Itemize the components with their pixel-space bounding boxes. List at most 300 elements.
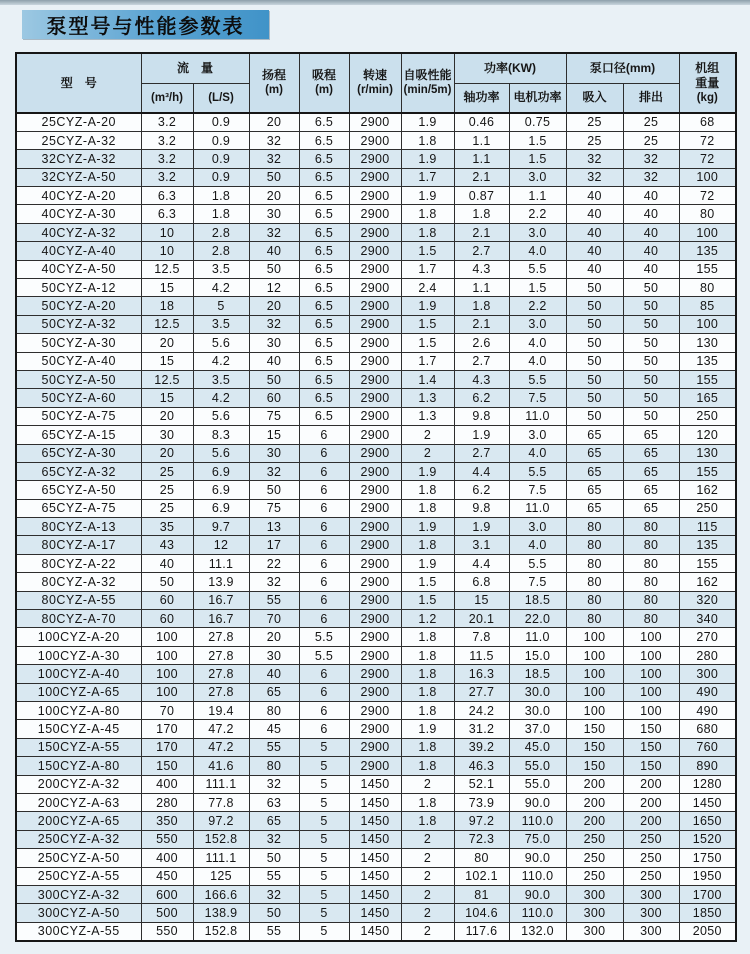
cell-speed: 2900 [349, 683, 401, 701]
cell-suction: 5 [299, 885, 349, 903]
cell-model: 200CYZ-A-32 [16, 775, 141, 793]
col-header-motor-power: 电机功率 [509, 83, 566, 113]
cell-bore-in: 80 [566, 591, 623, 609]
cell-flow-m3h: 350 [141, 812, 193, 830]
cell-self-priming: 1.9 [401, 150, 454, 168]
cell-weight: 300 [679, 665, 736, 683]
cell-speed: 2900 [349, 150, 401, 168]
cell-flow-ls: 0.9 [193, 131, 249, 149]
table-row [16, 849, 736, 867]
cell-bore-out: 300 [623, 922, 679, 940]
cell-self-priming: 2 [401, 444, 454, 462]
cell-model: 50CYZ-A-20 [16, 297, 141, 315]
cell-head: 32 [249, 775, 299, 793]
cell-speed: 1450 [349, 830, 401, 848]
cell-bore-out: 100 [623, 628, 679, 646]
cell-self-priming: 1.3 [401, 407, 454, 425]
cell-flow-m3h: 10 [141, 242, 193, 260]
cell-speed: 2900 [349, 518, 401, 536]
cell-motor-power: 90.0 [509, 885, 566, 903]
cell-motor-power: 132.0 [509, 922, 566, 940]
cell-bore-in: 150 [566, 720, 623, 738]
cell-model: 50CYZ-A-40 [16, 352, 141, 370]
cell-bore-out: 50 [623, 352, 679, 370]
cell-flow-ls: 41.6 [193, 757, 249, 775]
table-row [16, 646, 736, 664]
cell-speed: 1450 [349, 922, 401, 940]
cell-motor-power: 7.5 [509, 573, 566, 591]
cell-head: 40 [249, 352, 299, 370]
cell-model: 40CYZ-A-40 [16, 242, 141, 260]
cell-bore-in: 40 [566, 187, 623, 205]
cell-suction: 6 [299, 481, 349, 499]
table-row [16, 187, 736, 205]
cell-speed: 2900 [349, 279, 401, 297]
table-row [16, 812, 736, 830]
cell-suction: 6.5 [299, 131, 349, 149]
cell-bore-out: 150 [623, 720, 679, 738]
cell-flow-m3h: 280 [141, 793, 193, 811]
cell-head: 55 [249, 738, 299, 756]
cell-self-priming: 1.8 [401, 812, 454, 830]
cell-speed: 2900 [349, 389, 401, 407]
cell-bore-in: 65 [566, 444, 623, 462]
cell-suction: 5 [299, 867, 349, 885]
cell-model: 80CYZ-A-55 [16, 591, 141, 609]
table-row [16, 554, 736, 572]
cell-suction: 6.5 [299, 389, 349, 407]
cell-bore-in: 100 [566, 646, 623, 664]
cell-suction: 6.5 [299, 352, 349, 370]
cell-motor-power: 90.0 [509, 793, 566, 811]
cell-model: 250CYZ-A-50 [16, 849, 141, 867]
cell-bore-in: 250 [566, 849, 623, 867]
cell-bore-out: 25 [623, 131, 679, 149]
col-header-head-unit: (m) [265, 84, 283, 97]
cell-weight: 80 [679, 279, 736, 297]
cell-weight: 680 [679, 720, 736, 738]
cell-head: 20 [249, 297, 299, 315]
cell-bore-in: 100 [566, 665, 623, 683]
cell-speed: 2900 [349, 187, 401, 205]
cell-flow-m3h: 600 [141, 885, 193, 903]
cell-model: 65CYZ-A-30 [16, 444, 141, 462]
cell-bore-out: 80 [623, 610, 679, 628]
cell-model: 150CYZ-A-55 [16, 738, 141, 756]
cell-shaft-power: 9.8 [454, 407, 509, 425]
cell-bore-in: 50 [566, 334, 623, 352]
cell-shaft-power: 39.2 [454, 738, 509, 756]
cell-speed: 2900 [349, 738, 401, 756]
cell-flow-m3h: 25 [141, 499, 193, 517]
cell-bore-out: 100 [623, 646, 679, 664]
cell-bore-in: 50 [566, 407, 623, 425]
page-title-bar [22, 10, 269, 39]
cell-weight: 135 [679, 536, 736, 554]
cell-self-priming: 1.5 [401, 573, 454, 591]
cell-suction: 6 [299, 426, 349, 444]
cell-suction: 5 [299, 812, 349, 830]
table-row [16, 150, 736, 168]
cell-suction: 6.5 [299, 168, 349, 186]
table-row [16, 885, 736, 903]
cell-speed: 2900 [349, 481, 401, 499]
cell-flow-ls: 1.8 [193, 187, 249, 205]
cell-flow-m3h: 12.5 [141, 315, 193, 333]
table-row [16, 426, 736, 444]
cell-bore-in: 150 [566, 757, 623, 775]
table-row [16, 738, 736, 756]
cell-flow-m3h: 3.2 [141, 113, 193, 131]
cell-speed: 2900 [349, 444, 401, 462]
cell-model: 50CYZ-A-30 [16, 334, 141, 352]
cell-head: 55 [249, 867, 299, 885]
cell-head: 70 [249, 610, 299, 628]
table-row [16, 757, 736, 775]
cell-weight: 162 [679, 481, 736, 499]
cell-suction: 5.5 [299, 628, 349, 646]
cell-speed: 2900 [349, 223, 401, 241]
cell-flow-m3h: 43 [141, 536, 193, 554]
cell-bore-out: 65 [623, 462, 679, 480]
cell-flow-m3h: 170 [141, 738, 193, 756]
cell-head: 12 [249, 279, 299, 297]
cell-speed: 2900 [349, 573, 401, 591]
cell-self-priming: 2 [401, 775, 454, 793]
cell-bore-in: 50 [566, 315, 623, 333]
col-header-bore-group: 泵口径(mm) [566, 53, 679, 83]
cell-motor-power: 2.2 [509, 297, 566, 315]
cell-flow-ls: 6.9 [193, 499, 249, 517]
cell-flow-m3h: 6.3 [141, 187, 193, 205]
cell-model: 250CYZ-A-32 [16, 830, 141, 848]
cell-flow-m3h: 100 [141, 646, 193, 664]
cell-self-priming: 1.2 [401, 610, 454, 628]
cell-flow-m3h: 60 [141, 591, 193, 609]
col-header-bore-in: 吸入 [566, 83, 623, 113]
cell-flow-m3h: 18 [141, 297, 193, 315]
cell-model: 40CYZ-A-32 [16, 223, 141, 241]
table-row [16, 223, 736, 241]
cell-self-priming: 1.9 [401, 720, 454, 738]
cell-speed: 1450 [349, 885, 401, 903]
cell-bore-in: 100 [566, 702, 623, 720]
cell-bore-in: 100 [566, 683, 623, 701]
cell-motor-power: 1.1 [509, 187, 566, 205]
cell-speed: 2900 [349, 205, 401, 223]
cell-bore-in: 25 [566, 131, 623, 149]
cell-bore-in: 80 [566, 518, 623, 536]
cell-motor-power: 18.5 [509, 665, 566, 683]
cell-suction: 5 [299, 793, 349, 811]
cell-suction: 5 [299, 830, 349, 848]
cell-suction: 6 [299, 462, 349, 480]
cell-shaft-power: 2.7 [454, 242, 509, 260]
cell-bore-out: 40 [623, 242, 679, 260]
cell-speed: 2900 [349, 260, 401, 278]
cell-self-priming: 1.9 [401, 462, 454, 480]
cell-bore-out: 250 [623, 830, 679, 848]
cell-bore-out: 80 [623, 554, 679, 572]
cell-head: 40 [249, 665, 299, 683]
cell-speed: 1450 [349, 867, 401, 885]
cell-head: 60 [249, 389, 299, 407]
cell-model: 200CYZ-A-65 [16, 812, 141, 830]
cell-flow-ls: 27.8 [193, 646, 249, 664]
cell-suction: 5 [299, 922, 349, 940]
cell-flow-ls: 152.8 [193, 922, 249, 940]
cell-bore-in: 50 [566, 389, 623, 407]
cell-speed: 2900 [349, 370, 401, 388]
cell-weight: 250 [679, 407, 736, 425]
cell-model: 65CYZ-A-50 [16, 481, 141, 499]
col-header-self-priming [401, 53, 454, 113]
col-header-self-priming-unit: (min/5m) [403, 84, 452, 97]
cell-motor-power: 7.5 [509, 481, 566, 499]
cell-flow-m3h: 400 [141, 849, 193, 867]
cell-model: 80CYZ-A-70 [16, 610, 141, 628]
cell-shaft-power: 2.7 [454, 352, 509, 370]
cell-bore-out: 50 [623, 297, 679, 315]
cell-bore-out: 65 [623, 481, 679, 499]
table-row [16, 904, 736, 922]
cell-head: 50 [249, 849, 299, 867]
cell-suction: 6 [299, 536, 349, 554]
cell-flow-m3h: 70 [141, 702, 193, 720]
cell-speed: 2900 [349, 720, 401, 738]
cell-model: 25CYZ-A-20 [16, 113, 141, 131]
cell-weight: 72 [679, 131, 736, 149]
cell-model: 100CYZ-A-65 [16, 683, 141, 701]
cell-bore-out: 25 [623, 113, 679, 131]
cell-weight: 2050 [679, 922, 736, 940]
cell-weight: 135 [679, 352, 736, 370]
cell-suction: 6 [299, 610, 349, 628]
cell-head: 15 [249, 426, 299, 444]
cell-model: 40CYZ-A-30 [16, 205, 141, 223]
cell-flow-ls: 4.2 [193, 352, 249, 370]
cell-bore-in: 200 [566, 775, 623, 793]
cell-flow-m3h: 100 [141, 665, 193, 683]
cell-speed: 2900 [349, 334, 401, 352]
cell-bore-out: 40 [623, 223, 679, 241]
cell-suction: 6.5 [299, 205, 349, 223]
cell-flow-m3h: 20 [141, 407, 193, 425]
cell-weight: 1750 [679, 849, 736, 867]
cell-motor-power: 75.0 [509, 830, 566, 848]
cell-self-priming: 1.5 [401, 315, 454, 333]
cell-model: 65CYZ-A-32 [16, 462, 141, 480]
cell-shaft-power: 1.8 [454, 297, 509, 315]
cell-flow-ls: 5.6 [193, 407, 249, 425]
cell-model: 80CYZ-A-17 [16, 536, 141, 554]
cell-self-priming: 2.4 [401, 279, 454, 297]
cell-bore-in: 50 [566, 297, 623, 315]
cell-head: 32 [249, 830, 299, 848]
cell-shaft-power: 1.8 [454, 205, 509, 223]
col-header-suction-label: 吸程 [312, 68, 337, 83]
cell-flow-m3h: 170 [141, 720, 193, 738]
table-row [16, 793, 736, 811]
cell-flow-ls: 6.9 [193, 481, 249, 499]
cell-flow-ls: 4.2 [193, 279, 249, 297]
cell-shaft-power: 52.1 [454, 775, 509, 793]
cell-bore-in: 40 [566, 242, 623, 260]
cell-flow-ls: 111.1 [193, 775, 249, 793]
cell-self-priming: 1.3 [401, 389, 454, 407]
cell-weight: 68 [679, 113, 736, 131]
cell-self-priming: 2 [401, 426, 454, 444]
table-row [16, 242, 736, 260]
cell-flow-ls: 3.5 [193, 370, 249, 388]
col-header-flow-m3h: (m³/h) [141, 83, 193, 113]
col-header-flow-group: 流 量 [141, 53, 249, 83]
cell-flow-m3h: 400 [141, 775, 193, 793]
cell-suction: 6.5 [299, 113, 349, 131]
cell-head: 32 [249, 885, 299, 903]
cell-shaft-power: 2.6 [454, 334, 509, 352]
cell-flow-ls: 0.9 [193, 150, 249, 168]
cell-flow-m3h: 550 [141, 922, 193, 940]
col-header-shaft-power: 轴功率 [454, 83, 509, 113]
cell-self-priming: 1.8 [401, 757, 454, 775]
cell-self-priming: 1.5 [401, 334, 454, 352]
cell-bore-out: 50 [623, 370, 679, 388]
cell-speed: 1450 [349, 849, 401, 867]
cell-bore-out: 50 [623, 407, 679, 425]
cell-flow-m3h: 100 [141, 628, 193, 646]
cell-suction: 6 [299, 499, 349, 517]
cell-head: 63 [249, 793, 299, 811]
cell-flow-m3h: 15 [141, 352, 193, 370]
cell-suction: 6.5 [299, 370, 349, 388]
cell-flow-m3h: 100 [141, 683, 193, 701]
cell-flow-m3h: 15 [141, 279, 193, 297]
cell-bore-out: 100 [623, 665, 679, 683]
cell-self-priming: 1.5 [401, 591, 454, 609]
cell-bore-in: 32 [566, 150, 623, 168]
cell-self-priming: 1.8 [401, 223, 454, 241]
cell-shaft-power: 4.4 [454, 554, 509, 572]
table-row [16, 518, 736, 536]
table-row [16, 499, 736, 517]
cell-motor-power: 110.0 [509, 904, 566, 922]
cell-shaft-power: 117.6 [454, 922, 509, 940]
cell-flow-ls: 16.7 [193, 610, 249, 628]
cell-speed: 2900 [349, 610, 401, 628]
cell-self-priming: 2 [401, 867, 454, 885]
cell-weight: 1280 [679, 775, 736, 793]
cell-motor-power: 30.0 [509, 702, 566, 720]
cell-head: 20 [249, 628, 299, 646]
cell-speed: 2900 [349, 462, 401, 480]
cell-shaft-power: 4.3 [454, 260, 509, 278]
cell-motor-power: 37.0 [509, 720, 566, 738]
cell-motor-power: 5.5 [509, 462, 566, 480]
cell-head: 40 [249, 242, 299, 260]
cell-shaft-power: 16.3 [454, 665, 509, 683]
cell-self-priming: 2 [401, 849, 454, 867]
col-header-weight [679, 53, 736, 113]
cell-model: 80CYZ-A-22 [16, 554, 141, 572]
cell-self-priming: 1.8 [401, 793, 454, 811]
cell-bore-out: 65 [623, 426, 679, 444]
cell-bore-in: 300 [566, 904, 623, 922]
table-row [16, 279, 736, 297]
cell-weight: 280 [679, 646, 736, 664]
cell-model: 32CYZ-A-32 [16, 150, 141, 168]
cell-flow-ls: 2.8 [193, 223, 249, 241]
cell-shaft-power: 1.9 [454, 518, 509, 536]
cell-shaft-power: 97.2 [454, 812, 509, 830]
cell-bore-out: 200 [623, 812, 679, 830]
cell-weight: 760 [679, 738, 736, 756]
cell-flow-m3h: 3.2 [141, 131, 193, 149]
cell-flow-ls: 111.1 [193, 849, 249, 867]
cell-weight: 155 [679, 554, 736, 572]
cell-shaft-power: 0.46 [454, 113, 509, 131]
cell-bore-out: 250 [623, 867, 679, 885]
cell-shaft-power: 46.3 [454, 757, 509, 775]
cell-model: 50CYZ-A-50 [16, 370, 141, 388]
cell-shaft-power: 27.7 [454, 683, 509, 701]
cell-motor-power: 3.0 [509, 223, 566, 241]
table-row [16, 168, 736, 186]
cell-model: 300CYZ-A-32 [16, 885, 141, 903]
cell-self-priming: 2 [401, 885, 454, 903]
cell-head: 65 [249, 812, 299, 830]
cell-weight: 1520 [679, 830, 736, 848]
cell-model: 100CYZ-A-20 [16, 628, 141, 646]
cell-motor-power: 1.5 [509, 150, 566, 168]
cell-suction: 6 [299, 665, 349, 683]
cell-head: 20 [249, 187, 299, 205]
cell-weight: 120 [679, 426, 736, 444]
cell-speed: 1450 [349, 904, 401, 922]
cell-bore-out: 150 [623, 738, 679, 756]
cell-motor-power: 55.0 [509, 757, 566, 775]
cell-weight: 250 [679, 499, 736, 517]
cell-self-priming: 1.9 [401, 297, 454, 315]
cell-bore-in: 80 [566, 610, 623, 628]
cell-speed: 2900 [349, 352, 401, 370]
cell-bore-in: 300 [566, 922, 623, 940]
cell-flow-ls: 19.4 [193, 702, 249, 720]
cell-shaft-power: 2.1 [454, 168, 509, 186]
cell-shaft-power: 102.1 [454, 867, 509, 885]
cell-shaft-power: 6.8 [454, 573, 509, 591]
cell-bore-out: 50 [623, 279, 679, 297]
cell-self-priming: 1.9 [401, 187, 454, 205]
col-header-speed [349, 53, 401, 113]
cell-self-priming: 1.9 [401, 113, 454, 131]
cell-model: 100CYZ-A-80 [16, 702, 141, 720]
cell-weight: 72 [679, 187, 736, 205]
cell-head: 32 [249, 150, 299, 168]
cell-suction: 5 [299, 904, 349, 922]
cell-weight: 135 [679, 242, 736, 260]
cell-head: 80 [249, 702, 299, 720]
col-header-head-label: 扬程 [262, 68, 287, 83]
cell-shaft-power: 9.8 [454, 499, 509, 517]
table-row [16, 591, 736, 609]
cell-motor-power: 5.5 [509, 260, 566, 278]
cell-flow-m3h: 20 [141, 444, 193, 462]
cell-flow-ls: 6.9 [193, 462, 249, 480]
cell-weight: 100 [679, 223, 736, 241]
cell-flow-m3h: 3.2 [141, 168, 193, 186]
table-row [16, 867, 736, 885]
